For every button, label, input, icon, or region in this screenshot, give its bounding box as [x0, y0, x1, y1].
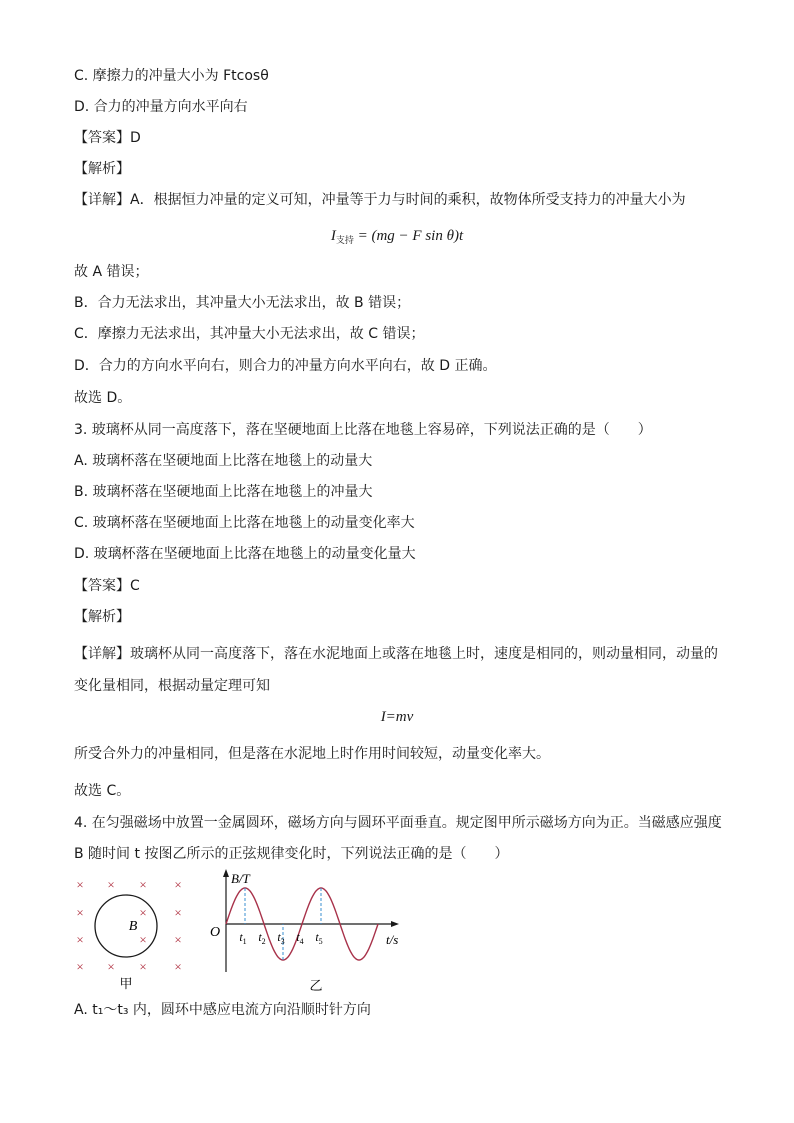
label-yi: 乙	[309, 978, 323, 993]
q3-formula: I=mv	[380, 709, 414, 725]
field-mark: ×	[107, 877, 115, 892]
field-mark: ×	[174, 959, 182, 974]
x-axis-arrow	[391, 921, 399, 927]
formula-sub: 支持	[335, 235, 354, 245]
q3-answer: 【答案】C	[74, 578, 140, 594]
b-curve	[226, 888, 378, 960]
formula-rhs: = (mg − F sin θ)t	[357, 228, 464, 244]
c-wrong: C．摩擦力无法求出，其冲量大小无法求出，故 C 错误；	[74, 326, 425, 342]
detail-text: 【详解】A．根据恒力冲量的定义可知，冲量等于力与时间的乘积，故物体所受支持力的冲量大小为	[74, 192, 686, 208]
field-mark: ×	[139, 905, 147, 920]
field-mark: ×	[139, 959, 147, 974]
answer-label: 【答案】D	[74, 130, 141, 146]
field-mark: ×	[174, 877, 182, 892]
field-mark: ×	[76, 877, 84, 892]
q3-conclusion: 所受合外力的冲量相同，但是落在水泥地上时作用时间较短，动量变化率大。	[74, 746, 550, 762]
option-c: C. 摩擦力的冲量大小为 Ftcosθ	[74, 68, 269, 84]
formula-lhs: I	[330, 228, 336, 244]
analysis-label: 【解析】	[74, 161, 130, 177]
y-axis-label: B/T	[231, 871, 250, 886]
q3-detail-1: 【详解】玻璃杯从同一高度落下，落在水泥地面上或落在地毯上时，速度是相同的，则动量相同，动量的	[74, 646, 718, 662]
tick-label-t2: $t_2$	[258, 930, 266, 946]
q4-stem-1: 4. 在匀强磁场中放置一金属圆环，磁场方向与圆环平面垂直。规定图甲所示磁场方向为正。当磁感应强度	[74, 815, 722, 831]
field-mark: ×	[139, 877, 147, 892]
origin-label: O	[210, 925, 221, 940]
q3-option-a: A. 玻璃杯落在坚硬地面上比落在地毯上的动量大	[74, 453, 373, 469]
tick-label-t1: $t_1$	[239, 930, 247, 946]
field-mark: ×	[76, 932, 84, 947]
tick-label-t3: $t_3$	[277, 930, 285, 946]
field-mark: ×	[76, 959, 84, 974]
b-wrong: B．合力无法求出，其冲量大小无法求出，故 B 错误；	[74, 295, 411, 311]
q4-stem-2: B 随时间 t 按图乙所示的正弦规律变化时，下列说法正确的是（ ）	[74, 846, 509, 862]
tick-label-t4: $t_4$	[296, 930, 304, 946]
choose-d: 故选 D。	[74, 390, 132, 406]
option-d: D. 合力的冲量方向水平向右	[74, 99, 248, 115]
q4-option-a: A. t₁～t₃ 内，圆环中感应电流方向沿顺时针方向	[74, 1002, 371, 1018]
q3-analysis: 【解析】	[74, 609, 130, 625]
d-right: D．合力的方向水平向右，则合力的冲量方向水平向右，故 D 正确。	[74, 358, 497, 374]
q3-option-b: B. 玻璃杯落在坚硬地面上比落在地毯上的冲量大	[74, 484, 373, 500]
x-axis-label: t/s	[386, 932, 399, 947]
q3-detail-2: 变化量相同，根据动量定理可知	[74, 678, 270, 694]
q3-choose: 故选 C。	[74, 783, 131, 799]
q3-stem: 3. 玻璃杯从同一高度落下，落在坚硬地面上比落在地毯上容易碎，下列说法正确的是（ ）	[74, 422, 652, 438]
q3-option-c: C. 玻璃杯落在坚硬地面上比落在地毯上的动量变化率大	[74, 515, 415, 531]
tick-label-t5: $t_5$	[315, 930, 323, 946]
a-wrong: 故 A 错误；	[74, 264, 149, 280]
label-jia: 甲	[119, 976, 133, 991]
y-axis-arrow	[223, 869, 229, 877]
field-mark: ×	[107, 959, 115, 974]
q3-option-d: D. 玻璃杯落在坚硬地面上比落在地毯上的动量变化量大	[74, 546, 416, 562]
field-mark: ×	[76, 905, 84, 920]
field-mark: ×	[174, 905, 182, 920]
field-mark: ×	[174, 932, 182, 947]
field-mark: ×	[139, 932, 147, 947]
formula-impulse	[0, 226, 794, 250]
ring-label: B	[128, 919, 138, 934]
metal-ring	[95, 895, 157, 957]
